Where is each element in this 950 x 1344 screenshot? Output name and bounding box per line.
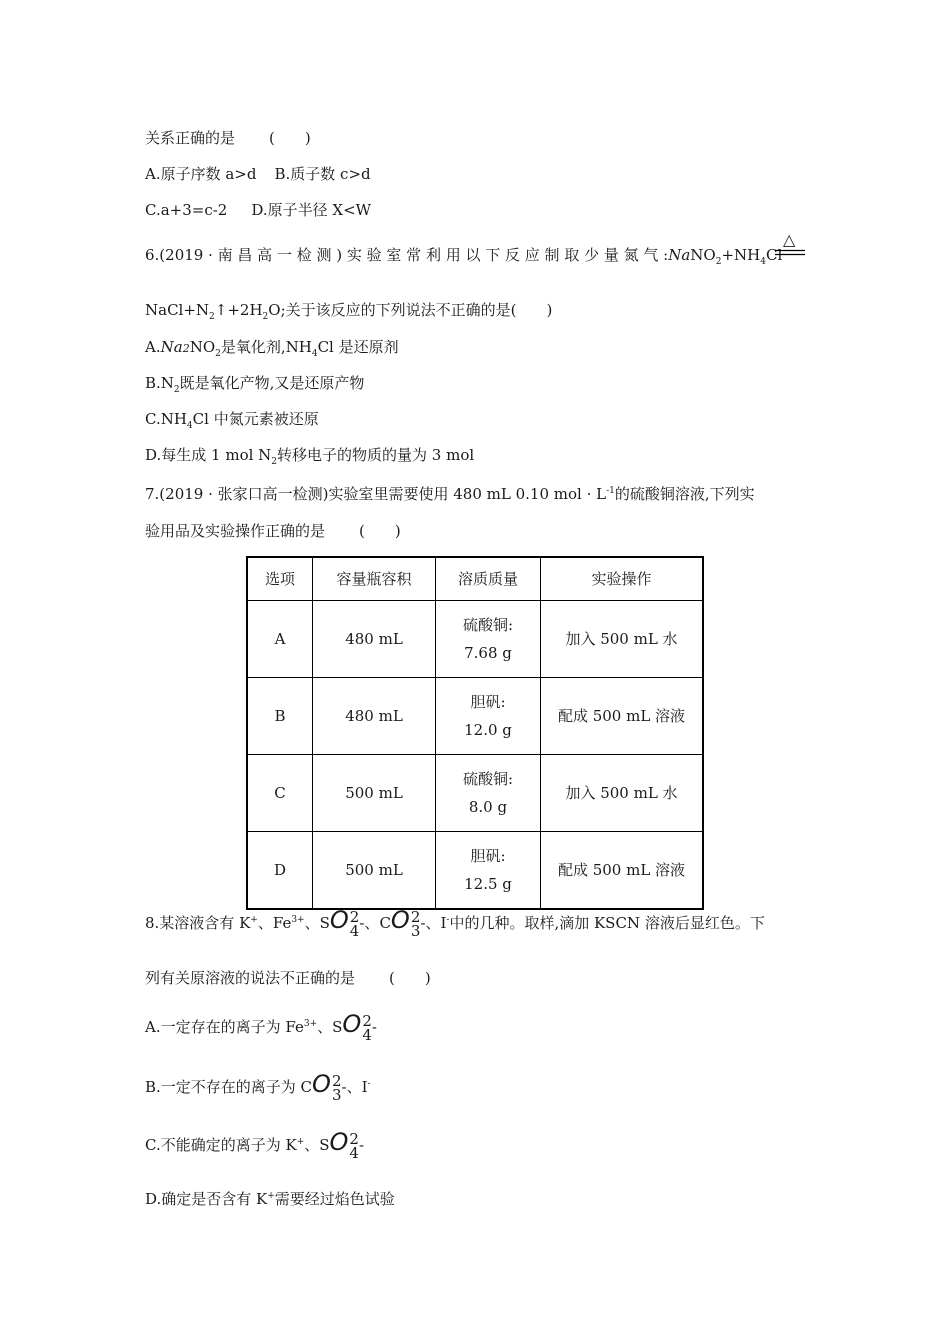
sulfate-charge [349, 909, 360, 938]
q7-stem-c: 验用品及实验操作正确的是 [145, 522, 326, 540]
q8-stem-a: 8.某溶液含有 K [145, 914, 251, 932]
table-row [247, 832, 703, 910]
q8-s: S [319, 1136, 330, 1154]
q6-prod-a: NaCl+N [145, 301, 210, 319]
q8-i-sup: - [446, 915, 450, 925]
q8-k-sup: + [267, 1191, 275, 1201]
q8-o: O [329, 906, 349, 934]
sub-4: 4 [349, 922, 360, 940]
q6-opt-a-label: A. [145, 338, 161, 356]
q6-nh: +NH [721, 246, 761, 264]
q7-stem-a: 7.(2019 · 张家口高一检测)实验室里需要使用 480 mL 0.10 mol · L [145, 485, 607, 503]
q8-fe-sup: 3+ [291, 915, 305, 925]
q6-h2-sub: 2 [262, 312, 269, 322]
q8-o: O [390, 906, 410, 934]
q8-sep: 、 [364, 914, 380, 932]
cell-mass-substance: 硫酸铜: [462, 616, 514, 634]
q8-opt-c-text: C.不能确定的离子为 K [145, 1136, 297, 1154]
cell-operation: 配成 500 mL 溶液 [541, 832, 704, 910]
cell-option: A [247, 601, 313, 678]
cell-operation: 加入 500 mL 水 [541, 755, 704, 832]
q6-opt-a-2: 2 [182, 342, 190, 355]
q5-option-d: D.原子半径 X<W [251, 201, 372, 219]
sub-3: 3 [410, 922, 421, 940]
q6-no: NO [690, 246, 716, 264]
q7-stem-sup: -1 [606, 486, 615, 496]
q8-c: C [379, 914, 391, 932]
table-row [247, 678, 703, 755]
q7-stem-2 [145, 521, 401, 541]
q6-opt-d-b: 转移电子的物质的量为 3 mol [277, 446, 475, 464]
cell-mass [436, 832, 541, 910]
q8-k-sup: + [250, 915, 258, 925]
q6-opt-d-sub: 2 [271, 457, 278, 467]
q5-options-ab [145, 164, 371, 184]
q8-opt-a-sup: 3+ [303, 1019, 318, 1029]
q8-o: O [329, 1128, 349, 1156]
q6-opt-b-sub: 2 [173, 385, 180, 395]
q6-stem-2 [145, 300, 552, 327]
q8-stem-b: 中的几种。取样,滴加 KSCN 溶液后显红色。下 [449, 914, 765, 932]
cell-mass-value: 7.68 g [464, 644, 512, 662]
q6-opt-a-mid: 是氧化剂,NH [220, 338, 312, 356]
minus: - [371, 1018, 377, 1036]
q8-s: S [319, 914, 330, 932]
q5-stem-text: 关系正确的是 [145, 129, 236, 147]
q8-sep: 、 [304, 914, 320, 932]
q8-k-sup: + [296, 1137, 305, 1147]
q8-paren: ( ) [389, 969, 431, 987]
q6-opt-b-a: B.N [145, 374, 174, 392]
q6-na: Na [668, 246, 691, 264]
q8-sep: 、 [346, 1078, 362, 1096]
cell-mass-value: 12.0 g [464, 721, 512, 739]
q6-n2-sub: 2 [209, 312, 215, 322]
cell-mass-value: 12.5 g [464, 875, 512, 893]
q6-opt-a-no: NO [189, 338, 216, 356]
q8-stem [145, 906, 765, 938]
header-option: 选项 [247, 557, 313, 601]
q7-table [246, 556, 704, 910]
cell-mass [436, 755, 541, 832]
charge-2: 2 [362, 1012, 372, 1030]
q8-o: O [312, 1070, 331, 1098]
equals-sign [775, 249, 805, 257]
q5-options-cd [145, 200, 371, 220]
table-row [247, 755, 703, 832]
header-operation: 实验操作 [541, 557, 704, 601]
cell-mass [436, 601, 541, 678]
carbonate-charge [410, 909, 421, 938]
q8-o: O [342, 1010, 362, 1038]
cell-mass-substance: 硫酸铜: [462, 770, 514, 788]
q8-opt-a-text: A.一定存在的离子为 Fe [145, 1018, 304, 1036]
q8-fe: Fe [272, 914, 292, 932]
sub-4: 4 [362, 1026, 372, 1044]
q6-opt-a-end: Cl 是还原剂 [317, 338, 399, 356]
q8-opt-d-b: 需要经过焰色试验 [274, 1190, 395, 1208]
q6-stem [145, 245, 782, 272]
q6-opt-a-sub4: 4 [311, 349, 318, 359]
cell-mass-value: 8.0 g [468, 798, 508, 816]
cell-option: C [247, 755, 313, 832]
q8-option-a [145, 1010, 377, 1042]
cell-option: B [247, 678, 313, 755]
q5-option-a: A.原子序数 a>d [145, 165, 257, 183]
cell-option: D [247, 832, 313, 910]
minus: - [358, 1136, 365, 1154]
carbonate-charge [331, 1073, 342, 1102]
q8-option-c [145, 1128, 364, 1160]
q6-opt-b-b: 既是氧化产物,又是还原产物 [179, 374, 365, 392]
sulfate-charge [361, 1013, 372, 1042]
cell-volume: 480 mL [313, 678, 436, 755]
q5-option-b: B.质子数 c>d [274, 165, 371, 183]
q8-option-b [145, 1070, 371, 1102]
heat-condition-icon: △ [783, 230, 796, 249]
q8-i: I [361, 1078, 368, 1096]
minus: - [359, 914, 365, 932]
cell-operation: 配成 500 mL 溶液 [541, 678, 704, 755]
q6-opt-a-sub2: 2 [215, 349, 221, 359]
q8-option-d [145, 1186, 395, 1209]
header-volume: 容量瓶容积 [313, 557, 436, 601]
charge-2: 2 [349, 908, 360, 926]
cell-mass [436, 678, 541, 755]
cell-operation: 加入 500 mL 水 [541, 601, 704, 678]
q6-sub4: 4 [760, 257, 766, 267]
q7-paren: ( ) [359, 522, 401, 540]
q8-sep: 、 [425, 914, 441, 932]
q6-opt-a-na: Na [160, 338, 183, 356]
q6-opt-d-a: D.每生成 1 mol N [145, 446, 272, 464]
cell-volume: 500 mL [313, 832, 436, 910]
cell-mass-substance: 胆矾: [470, 693, 506, 711]
q8-s: S [332, 1018, 343, 1036]
q6-option-d [145, 445, 474, 472]
charge-2: 2 [331, 1072, 342, 1090]
minus: - [341, 1078, 347, 1096]
q8-i-sup: - [367, 1079, 371, 1089]
q8-sep: 、 [304, 1136, 320, 1154]
cell-volume: 480 mL [313, 601, 436, 678]
q8-opt-b-text: B.一定不存在的离子为 C [145, 1078, 313, 1096]
charge-2: 2 [410, 908, 421, 926]
q6-cl: Cl [765, 246, 783, 264]
q6-stem-text: 6.(2019 · 南 昌 高 一 检 测 ) 实 验 室 常 利 用 以 下 反 应 制 取 少 量 氮 气 : [145, 246, 669, 264]
sub-3: 3 [331, 1086, 342, 1104]
q5-stem [145, 128, 311, 148]
header-mass: 溶质质量 [436, 557, 541, 601]
q8-sep: 、 [257, 914, 273, 932]
table-header-row [247, 557, 703, 601]
q6-option-b [145, 373, 364, 400]
q6-prod-b: ↑+2H [214, 301, 263, 319]
cell-mass-substance: 胆矾: [470, 847, 506, 865]
q6-opt-c-a: C.NH [145, 410, 187, 428]
table-row [247, 601, 703, 678]
q8-opt-d-a: D.确定是否含有 K [145, 1190, 268, 1208]
q8-i: I [440, 914, 447, 932]
q6-opt-c-b: Cl 中氮元素被还原 [192, 410, 319, 428]
charge-2: 2 [349, 1130, 359, 1148]
q8-sep: 、 [317, 1018, 333, 1036]
cell-volume: 500 mL [313, 755, 436, 832]
q8-stem-c: 列有关原溶液的说法不正确的是 [145, 969, 356, 987]
q6-option-a [145, 337, 399, 364]
q7-stem-b: 的硫酸铜溶液,下列实 [614, 485, 755, 503]
sub-4: 4 [349, 1144, 359, 1162]
q6-sub: 2 [715, 257, 722, 267]
q7-stem [145, 481, 755, 504]
q6-opt-c-sub: 4 [186, 421, 193, 431]
q5-paren: ( ) [269, 129, 311, 147]
sulfate-charge [348, 1131, 359, 1160]
q6-prod-c: O;关于该反应的下列说法不正确的是( [268, 301, 517, 319]
q8-stem-2 [145, 968, 431, 988]
q6-option-c [145, 409, 319, 436]
q6-paren-close: ) [546, 301, 553, 319]
minus: - [420, 914, 426, 932]
q5-option-c: C.a+3=c-2 [145, 201, 228, 219]
